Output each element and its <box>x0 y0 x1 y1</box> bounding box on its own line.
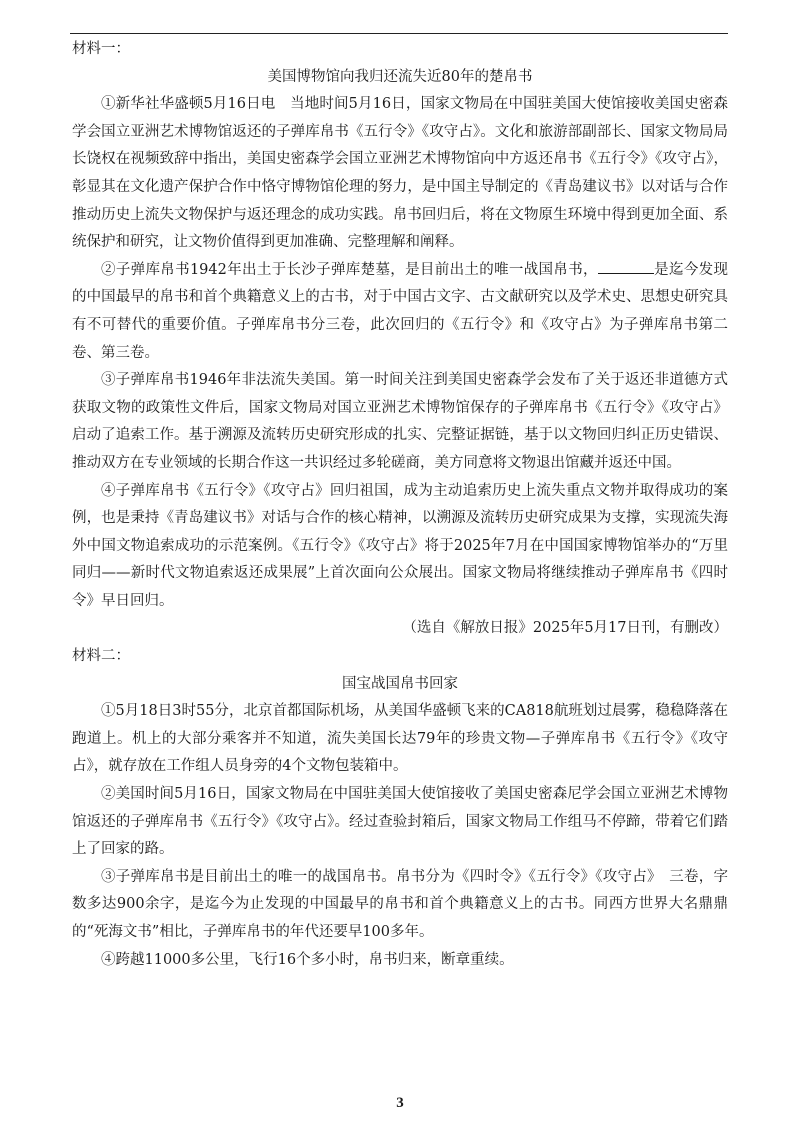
paragraph-2-lead-text: ②子弹库帛书1942年出土于长沙子弹库楚墓，是目前出土的唯一战国帛书， <box>101 261 598 278</box>
material-one-paragraph-3: ③子弹库帛书1946年非法流失美国。第一时间关注到美国史密森学会发布了关于返还非道德方式获取文物的政策性文件后，国家文物局对国立亚洲艺术博物馆保存的子弹库帛书《五行令》《攻守占》启动了追索工作。基于溯源及流转历史研究形成的扎实、完整证据链，基于以文物回归纠正历史错误、推动双方在专业领域的长期合作这一共识经过多轮磋商，美方同意将文物退出馆藏并返还中国。 <box>72 372 728 471</box>
material-one-paragraph-4: ④子弹库帛书《五行令》《攻守占》回归祖国，成为主动追索历史上流失重点文物并取得成功的案例，也是秉持《青岛建议书》对话与合作的核心精神，以溯源及流转历史研究成果为支撑，实现流失海外中国文物追索成功的示范案例。《五行令》《攻守占》将于2025年7月在中国国家博物馆举办的“万里同归——新时代文物追索返还成果展”上首次面向公众展出。国家文物局将继续推动子弹库帛书《四时令》早日回归。 <box>72 482 728 609</box>
paragraph-2-tail-text: 是迄今发现的中国最早的帛书和首个典籍意义上的古书，对于中国古文字、古文献研究以及学术史、思想史研究具有不可替代的重要价值。子弹库帛书分三卷，此次回归的《五行令》和《攻守占》为子弹库帛书第二卷、第三卷。 <box>72 261 728 361</box>
material-two-paragraph-3: ③子弹库帛书是目前出土的唯一的战国帛书。帛书分为《四时令》《五行令》《攻守占》 三卷，字数多达900余字，是迄今为止发现的中国最早的帛书和首个典籍意义上的古书。同西方世界大名鼎鼎的“死海文书”相比，子弹库帛书的年代还要早100多年。 <box>72 868 728 940</box>
material-two-paragraph-2: ②美国时间5月16日，国家文物局在中国驻美国大使馆接收了美国史密森尼学会国立亚洲艺术博物馆返还的子弹库帛书《五行令》《攻守占》。经过查验封箱后，国家文物局工作组马不停蹄，带着它们踏上了回家的路。 <box>72 786 728 858</box>
material-two-paragraph-4: ④跨越11000多公里，飞行16个多小时，帛书归来，断章重续。 <box>101 951 514 968</box>
page-number: 3 <box>396 1095 404 1111</box>
material-two-paragraph-1: ①5月18日3时55分，北京首都国际机场，从美国华盛顿飞来的CA818航班划过晨雾，稳稳降落在跑道上。机上的大部分乘客并不知道，流失美国长达79年的珍贵文物—子弹库帛书《五行令》《攻守占》，就存放在工作组人员身旁的4个文物包装箱中。 <box>72 703 728 775</box>
header-rule <box>70 33 728 34</box>
document-body <box>72 36 728 974</box>
material-one-paragraph-1: ①新华社华盛顿5月16日电 当地时间5月16日，国家文物局在中国驻美国大使馆接收美国史密森学会国立亚洲艺术博物馆返还的子弹库帛书《五行令》《攻守占》。文化和旅游部副部长、国家文物局局长饶权在视频致辞中指出，美国史密森学会国立亚洲艺术博物馆向中方返还帛书《五行令》《攻守占》，彰显其在文化遗产保护合作中恪守博物馆伦理的努力，是中国主导制定的《青岛建议书》以对话与合作推动历史上流失文物保护与返还理念的成功实践。帛书回归后，将在文物原生环境中得到更加全面、系统保护和研究，让文物价值得到更加准确、完整理解和阐释。 <box>72 96 728 251</box>
material-one-source: （选自《解放日报》2025年5月17日刊，有删改） <box>402 620 728 637</box>
fill-in-blank <box>598 259 654 274</box>
material-one-label: 材料一： <box>72 41 130 57</box>
material-one-paragraph-2 <box>72 257 728 367</box>
material-one-title: 美国博物馆向我归还流失近80年的楚帛书 <box>267 68 533 85</box>
material-two-label: 材料二： <box>72 648 130 665</box>
material-two-title: 国宝战国帛书回家 <box>342 675 458 692</box>
